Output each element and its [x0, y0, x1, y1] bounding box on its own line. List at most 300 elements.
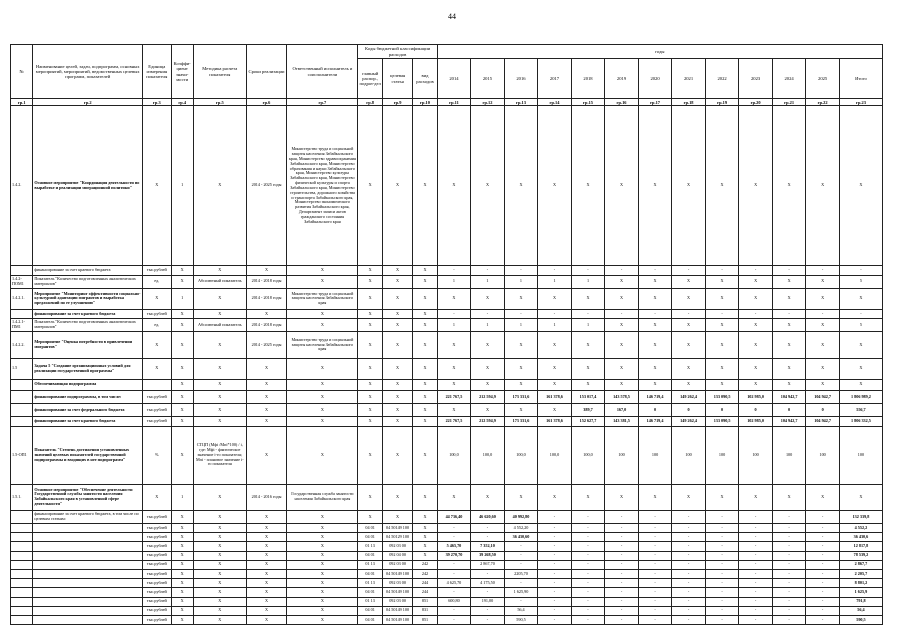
table-cell: X: [739, 332, 773, 358]
table-cell: 100,0: [437, 426, 471, 484]
table-cell: X: [739, 106, 773, 266]
table-row: [11, 379, 883, 390]
table-cell: 1.5-ОП1: [11, 426, 33, 484]
table-cell: [11, 417, 33, 426]
table-cell: X: [287, 275, 358, 288]
column-number: гр.19: [705, 99, 739, 106]
table-cell: X: [437, 379, 471, 390]
table-cell: 04 01: [358, 524, 382, 533]
table-cell: -: [437, 533, 471, 542]
table-cell: X: [171, 319, 193, 332]
table-cell: тыс.рублей: [143, 510, 171, 523]
table-cell: -: [839, 266, 882, 275]
table-cell: X: [839, 288, 882, 309]
table-cell: 221 767,5: [437, 417, 471, 426]
table-cell: X: [413, 551, 437, 560]
table-cell: -: [471, 615, 505, 624]
table-cell: [33, 570, 143, 579]
table-cell: X: [772, 106, 806, 266]
table-cell: -: [538, 597, 572, 606]
table-cell: -: [806, 551, 840, 560]
table-cell: 1: [538, 275, 572, 288]
table-cell: X: [806, 106, 840, 266]
table-cell: 56,4: [839, 606, 882, 615]
table-row: [11, 510, 883, 523]
table-cell: 092 04 00: [382, 551, 412, 560]
table-cell: 44 736,40: [437, 510, 471, 523]
table-cell: -: [437, 615, 471, 624]
table-cell: X: [246, 551, 287, 560]
table-cell: 1.4.2.1- ПМ1: [11, 319, 33, 332]
table-cell: ед.: [143, 275, 171, 288]
table-cell: X: [171, 266, 193, 275]
table-cell: X: [246, 426, 287, 484]
table-cell: -: [605, 570, 639, 579]
table-cell: 2014 - 2025 годы: [246, 106, 287, 266]
table-cell: 173 331,6: [504, 390, 538, 403]
table-cell: -: [605, 560, 639, 569]
table-cell: X: [358, 358, 382, 379]
table-cell: X: [358, 332, 382, 358]
table-cell: X: [171, 606, 193, 615]
table-cell: [11, 560, 33, 569]
table-cell: X: [171, 310, 193, 319]
table-cell: -: [638, 597, 672, 606]
column-number: гр.11: [437, 99, 471, 106]
table-cell: -: [571, 615, 605, 624]
table-cell: X: [772, 379, 806, 390]
table-cell: X: [538, 106, 572, 266]
table-cell: -: [571, 606, 605, 615]
table-cell: -: [672, 524, 706, 533]
table-cell: -: [806, 533, 840, 542]
table-cell: X: [246, 358, 287, 379]
table-cell: X: [638, 288, 672, 309]
table-cell: -: [605, 579, 639, 588]
table-cell: Мероприятие "Мониторинг эффективности социально-культурной адаптации мигрантов и выработка предложений по ее улучшению": [33, 288, 143, 309]
table-cell: -: [672, 533, 706, 542]
table-cell: -: [471, 524, 505, 533]
table-cell: X: [471, 288, 505, 309]
table-cell: X: [437, 484, 471, 510]
table-cell: 01 13: [358, 597, 382, 606]
table-cell: X: [504, 288, 538, 309]
table-row: [11, 275, 883, 288]
table-row: [11, 588, 883, 597]
table-cell: 590,5: [504, 615, 538, 624]
column-number: гр.4: [171, 99, 193, 106]
table-cell: X: [287, 533, 358, 542]
table-cell: X: [772, 275, 806, 288]
table-cell: -: [571, 533, 605, 542]
table-cell: -: [571, 551, 605, 560]
table-cell: X: [287, 266, 358, 275]
table-cell: X: [193, 106, 246, 266]
table-cell: X: [358, 288, 382, 309]
table-cell: 133 090,5: [705, 390, 739, 403]
table-cell: [11, 390, 33, 403]
table-cell: X: [839, 106, 882, 266]
column-number: гр.21: [772, 99, 806, 106]
table-cell: -: [471, 266, 505, 275]
table-cell: [11, 570, 33, 579]
table-cell: X: [672, 358, 706, 379]
table-cell: финансирование за счет федерального бюджета: [33, 404, 143, 417]
table-cell: X: [193, 484, 246, 510]
table-cell: -: [806, 597, 840, 606]
table-cell: X: [413, 319, 437, 332]
table-cell: X: [287, 570, 358, 579]
table-cell: -: [605, 533, 639, 542]
table-cell: X: [287, 379, 358, 390]
table-cell: 1: [571, 275, 605, 288]
table-cell: X: [605, 379, 639, 390]
table-cell: 244: [413, 579, 437, 588]
table-cell: X: [605, 106, 639, 266]
table-cell: [33, 524, 143, 533]
table-cell: X: [193, 390, 246, 403]
table-cell: X: [193, 570, 246, 579]
table-cell: -: [538, 533, 572, 542]
table-cell: 104 942,7: [772, 390, 806, 403]
table-cell: -: [705, 615, 739, 624]
table-cell: тыс.рублей: [143, 570, 171, 579]
header-year: 2018: [571, 59, 605, 99]
table-cell: -: [504, 579, 538, 588]
table-cell: -: [538, 524, 572, 533]
table-cell: X: [504, 484, 538, 510]
table-cell: -: [437, 524, 471, 533]
column-number: гр.7: [287, 99, 358, 106]
table-cell: [33, 551, 143, 560]
table-cell: X: [705, 332, 739, 358]
table-cell: -: [739, 560, 773, 569]
header-year: 2015: [471, 59, 505, 99]
table-cell: -: [739, 542, 773, 551]
table-cell: 36 430,6: [839, 533, 882, 542]
table-cell: -: [806, 524, 840, 533]
table-header: [11, 45, 883, 106]
table-cell: X: [504, 358, 538, 379]
table-cell: 04 50149 100: [382, 570, 412, 579]
table-cell: X: [171, 588, 193, 597]
table-cell: X: [246, 588, 287, 597]
table-cell: X: [705, 275, 739, 288]
table-cell: 132 339,8: [839, 510, 882, 523]
table-row: [11, 417, 883, 426]
table-cell: 221 767,5: [437, 390, 471, 403]
table-cell: 100: [605, 426, 639, 484]
table-cell: 1: [171, 106, 193, 266]
table-cell: X: [358, 390, 382, 403]
table-cell: X: [246, 560, 287, 569]
table-cell: 242: [413, 560, 437, 569]
table-cell: X: [287, 358, 358, 379]
table-cell: [33, 533, 143, 542]
table-cell: X: [772, 332, 806, 358]
table-cell: -: [772, 542, 806, 551]
table-cell: Показатель "Степень достижения установленных значений целевых показателей государственной подпрограммы и входящих в нее подпрограмм": [33, 426, 143, 484]
table-cell: -: [538, 579, 572, 588]
table-cell: X: [605, 319, 639, 332]
table-cell: X: [382, 390, 412, 403]
table-cell: X: [171, 404, 193, 417]
table-cell: -: [605, 542, 639, 551]
table-cell: тыс.рублей: [143, 417, 171, 426]
table-cell: 01 13: [358, 579, 382, 588]
table-cell: X: [358, 379, 382, 390]
table-cell: 389,7: [571, 404, 605, 417]
table-cell: X: [171, 533, 193, 542]
table-cell: -: [672, 579, 706, 588]
table-cell: тыс.рублей: [143, 404, 171, 417]
table-cell: X: [571, 288, 605, 309]
table-cell: X: [171, 524, 193, 533]
column-number: гр.12: [471, 99, 505, 106]
table-cell: -: [739, 606, 773, 615]
table-cell: 7 352,10: [471, 542, 505, 551]
table-cell: X: [246, 606, 287, 615]
table-cell: X: [287, 524, 358, 533]
table-cell: -: [538, 606, 572, 615]
table-cell: -: [772, 606, 806, 615]
table-cell: 1: [504, 275, 538, 288]
column-number: гр.8: [358, 99, 382, 106]
table-cell: 149 262,4: [672, 390, 706, 403]
column-number: гр.3: [143, 99, 171, 106]
table-cell: Основное мероприятие "Обеспечение деятельности Государственной службы занятости населения Забайкальского края в установленной сфере деятельности": [33, 484, 143, 510]
table-cell: X: [171, 390, 193, 403]
table-cell: -: [672, 551, 706, 560]
table-cell: -: [705, 533, 739, 542]
table-cell: X: [382, 379, 412, 390]
table-cell: [11, 542, 33, 551]
table-cell: X: [358, 310, 382, 319]
table-cell: X: [413, 533, 437, 542]
table-cell: [33, 542, 143, 551]
table-cell: [11, 310, 33, 319]
table-cell: Показатель "Количество подготовленных аналитических материалов": [33, 275, 143, 288]
table-cell: -: [672, 510, 706, 523]
table-cell: 04 50149 100: [382, 606, 412, 615]
table-cell: X: [382, 319, 412, 332]
table-cell: -: [705, 588, 739, 597]
table-cell: X: [193, 417, 246, 426]
table-cell: X: [246, 310, 287, 319]
table-cell: X: [471, 379, 505, 390]
table-cell: X: [358, 417, 382, 426]
table-cell: X: [806, 319, 840, 332]
table-cell: 104 942,7: [772, 417, 806, 426]
table-cell: 1.5: [11, 358, 33, 379]
table-cell: X: [143, 106, 171, 266]
table-cell: -: [638, 551, 672, 560]
table-cell: X: [171, 332, 193, 358]
table-cell: -: [705, 510, 739, 523]
table-row: [11, 597, 883, 606]
table-cell: X: [382, 358, 412, 379]
table-cell: -: [739, 524, 773, 533]
table-cell: 04 01: [358, 551, 382, 560]
table-cell: 100: [839, 426, 882, 484]
table-cell: X: [171, 510, 193, 523]
table-cell: -: [638, 524, 672, 533]
table-cell: -: [839, 310, 882, 319]
table-cell: [11, 266, 33, 275]
table-cell: X: [193, 606, 246, 615]
table-cell: X: [605, 275, 639, 288]
table-cell: X: [193, 615, 246, 624]
table-cell: X: [287, 390, 358, 403]
table-cell: -: [772, 266, 806, 275]
table-cell: X: [287, 319, 358, 332]
header-year: 2017: [538, 59, 572, 99]
table-cell: [143, 379, 171, 390]
table-cell: -: [638, 310, 672, 319]
table-cell: -: [538, 266, 572, 275]
table-cell: X: [839, 358, 882, 379]
table-cell: X: [193, 332, 246, 358]
table-cell: тыс.рублей: [143, 597, 171, 606]
table-row: [11, 542, 883, 551]
column-number: гр.18: [672, 99, 706, 106]
table-cell: X: [171, 275, 193, 288]
table-row: [11, 266, 883, 275]
table-cell: 12 817,8: [839, 542, 882, 551]
table-cell: X: [772, 358, 806, 379]
table-cell: -: [638, 606, 672, 615]
header-year: 2023: [739, 59, 773, 99]
table-cell: -: [705, 551, 739, 560]
table-cell: X: [705, 484, 739, 510]
table-cell: -: [806, 310, 840, 319]
table-cell: 4 175,50: [471, 579, 505, 588]
table-cell: X: [806, 332, 840, 358]
table-cell: X: [413, 390, 437, 403]
table-cell: X: [739, 275, 773, 288]
table-cell: 1: [571, 319, 605, 332]
table-cell: X: [287, 310, 358, 319]
table-cell: -: [605, 266, 639, 275]
table-cell: X: [287, 560, 358, 569]
table-cell: %: [143, 426, 171, 484]
table-cell: 01 13: [358, 560, 382, 569]
table-cell: X: [739, 484, 773, 510]
table-body: [11, 106, 883, 625]
column-number: гр.17: [638, 99, 672, 106]
table-cell: -: [638, 560, 672, 569]
table-cell: -: [571, 510, 605, 523]
header-responsible: Ответственный исполнитель и соисполнители: [287, 45, 358, 99]
table-cell: X: [413, 484, 437, 510]
table-cell: 104 942,7: [806, 390, 840, 403]
table-cell: 1 806 332,5: [839, 417, 882, 426]
table-cell: X: [413, 266, 437, 275]
table-cell: -: [605, 310, 639, 319]
table-cell: 092 03 00: [382, 560, 412, 569]
table-cell: X: [672, 275, 706, 288]
table-cell: -: [571, 524, 605, 533]
table-cell: X: [538, 358, 572, 379]
table-cell: -: [571, 266, 605, 275]
table-cell: X: [358, 266, 382, 275]
table-cell: -: [638, 615, 672, 624]
table-cell: -: [739, 597, 773, 606]
table-cell: X: [358, 319, 382, 332]
table-cell: 1.4.2- ПОМ1: [11, 275, 33, 288]
table-cell: 143 381,5: [605, 417, 639, 426]
table-cell: X: [358, 404, 382, 417]
table-cell: X: [571, 106, 605, 266]
table-cell: X: [471, 484, 505, 510]
table-cell: X: [246, 417, 287, 426]
table-cell: X: [171, 597, 193, 606]
table-cell: X: [382, 310, 412, 319]
table-cell: X: [437, 106, 471, 266]
table-cell: X: [382, 106, 412, 266]
table-cell: X: [193, 266, 246, 275]
header-year: 2020: [638, 59, 672, 99]
table-cell: X: [287, 510, 358, 523]
table-cell: X: [437, 404, 471, 417]
table-cell: 1 806 989,2: [839, 390, 882, 403]
table-cell: X: [504, 379, 538, 390]
table-cell: -: [605, 524, 639, 533]
table-cell: 4 552,2: [839, 524, 882, 533]
table-cell: -: [806, 560, 840, 569]
table-cell: -: [638, 588, 672, 597]
table-cell: X: [571, 484, 605, 510]
column-number: гр.22: [806, 99, 840, 106]
table-cell: 143 578,5: [605, 390, 639, 403]
table-cell: -: [571, 310, 605, 319]
table-cell: 100,0: [538, 426, 572, 484]
table-cell: -: [772, 310, 806, 319]
header-kbk: Коды бюджетной классификации расходов: [358, 45, 437, 59]
table-cell: -: [705, 310, 739, 319]
header-kbk-col: вид расходов: [413, 59, 437, 99]
table-cell: -: [772, 551, 806, 560]
table-cell: X: [638, 106, 672, 266]
table-cell: X: [504, 404, 538, 417]
table-row: [11, 560, 883, 569]
table-cell: X: [382, 404, 412, 417]
column-number: гр.2: [33, 99, 143, 106]
table-cell: -: [806, 606, 840, 615]
table-cell: X: [772, 484, 806, 510]
table-cell: -: [538, 570, 572, 579]
table-cell: 1.4.2.: [11, 106, 33, 266]
table-cell: X: [193, 551, 246, 560]
table-cell: 191,00: [471, 597, 505, 606]
table-cell: 104 942,7: [806, 417, 840, 426]
table-cell: X: [193, 524, 246, 533]
table-cell: финансирование за счет краевого бюджета: [33, 266, 143, 275]
table-cell: -: [638, 510, 672, 523]
table-cell: 146 719,4: [638, 390, 672, 403]
table-cell: X: [287, 615, 358, 624]
table-cell: [11, 606, 33, 615]
table-cell: -: [705, 570, 739, 579]
table-cell: Министерство труда и социальной защиты населения Забайкальского края: [287, 288, 358, 309]
column-number: гр.9: [382, 99, 412, 106]
table-cell: 556,7: [839, 404, 882, 417]
table-cell: 1 625,90: [504, 588, 538, 597]
table-cell: X: [171, 579, 193, 588]
table-cell: X: [413, 524, 437, 533]
table-cell: [11, 379, 33, 390]
table-cell: -: [672, 570, 706, 579]
